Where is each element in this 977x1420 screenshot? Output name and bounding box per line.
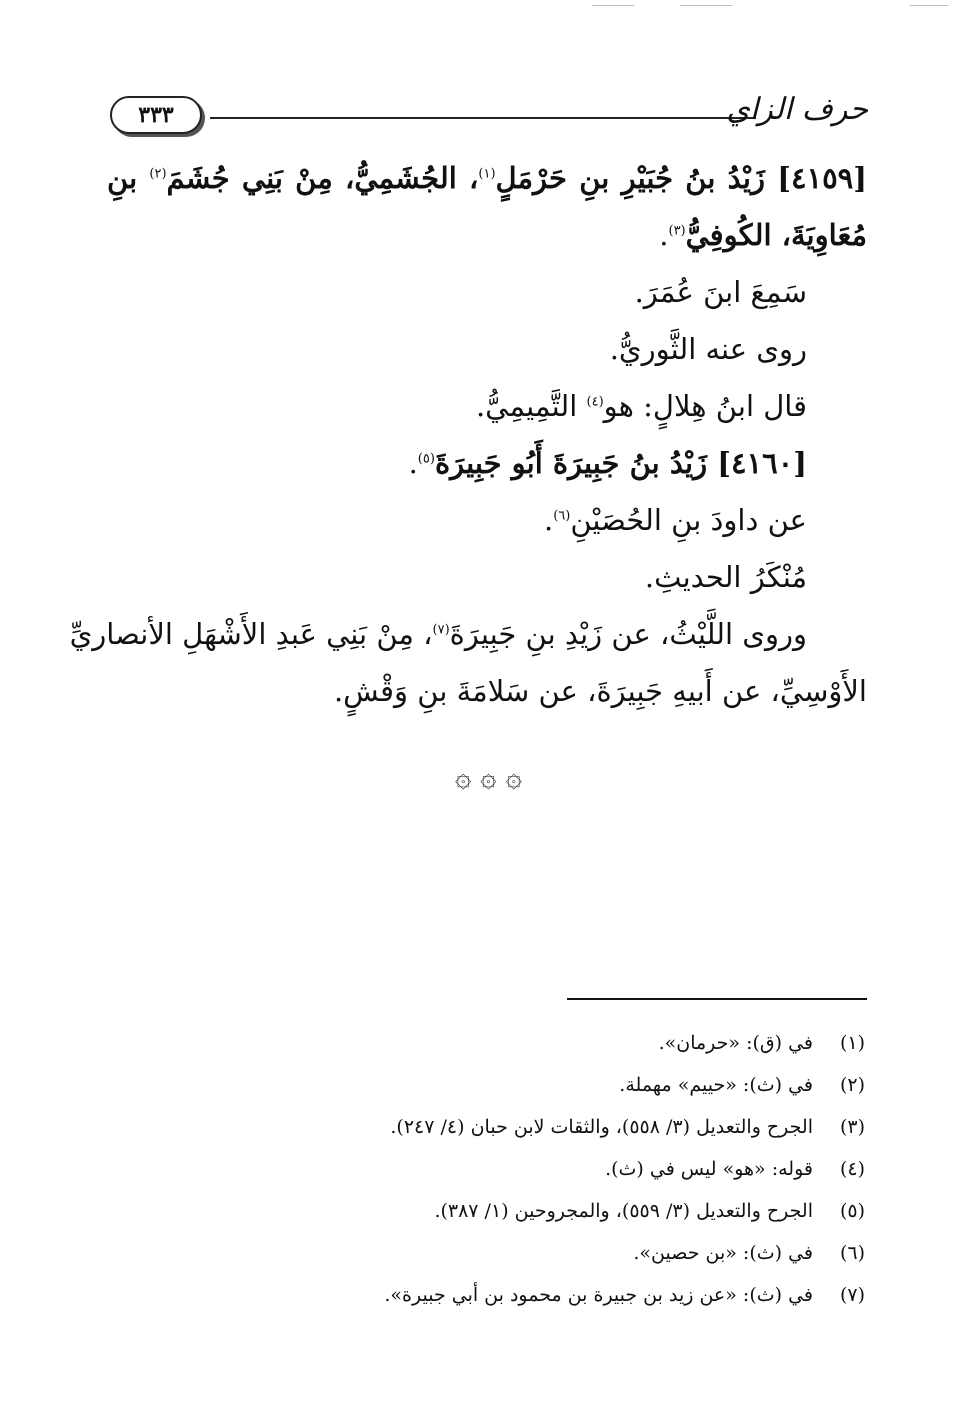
text-segment: مُعَاوِيَةَ، الكُوفِيُّ <box>685 218 867 252</box>
text-segment: [٤١٦٠] زَيْدُ بنُ جَبِيرَةَ أَبُو جَبِيرَةَ <box>434 446 807 480</box>
footnote-text: الجرح والتعديل (٣/ ٥٥٨)، والثقات لابن حبان (٤/ ٢٤٧). <box>390 1116 813 1138</box>
text-segment: عن داودَ بنِ الحُصَيْنِ <box>570 503 807 537</box>
header-rule <box>210 117 756 119</box>
footnote-item <box>105 1148 865 1190</box>
scan-edge-mark <box>592 5 634 6</box>
text-line <box>69 606 867 663</box>
text-line <box>107 321 867 378</box>
footnote-item <box>105 1064 865 1106</box>
footnote-marker: (٤) <box>586 394 604 410</box>
scan-edge-mark <box>680 5 732 6</box>
text-line <box>107 378 867 435</box>
footnote-number: (٦) <box>839 1242 865 1264</box>
text-line <box>107 549 867 606</box>
footnote-text: في (ث): «حييم» مهملة. <box>619 1074 813 1096</box>
footnote-marker: (٣) <box>668 223 686 239</box>
text-segment: . <box>543 503 554 537</box>
scan-edge-mark <box>910 5 948 6</box>
footnote-text: في (ث): «بن حصين». <box>633 1242 813 1264</box>
text-segment: [٤١٥٩] زَيْدُ بنُ جُبَيْرِ بنِ حَرْمَلٍ <box>495 161 867 195</box>
footnote-text: قوله: «هو» ليس في (ث). <box>605 1158 813 1180</box>
footnote-item <box>105 1232 865 1274</box>
text-segment: وروى اللَّيْثُ، عن زَيْدِ بنِ جَبِيرَةَ <box>449 617 807 651</box>
text-line <box>107 207 867 264</box>
footnote-text: في (ق): «حرمان». <box>658 1032 813 1054</box>
footnote-item <box>105 1190 865 1232</box>
footnote-marker: (٥) <box>417 451 435 467</box>
page-header <box>110 92 868 142</box>
footnote-number: (٣) <box>839 1116 865 1138</box>
text-segment: سَمِعَ ابنَ عُمَرَ. <box>634 275 807 309</box>
main-text <box>69 150 867 720</box>
footnote-marker: (٢) <box>149 166 167 182</box>
text-segment: ، الجُشَمِيُّ، مِنْ بَنِي جُشَمَ <box>166 161 479 195</box>
footnote-number: (١) <box>839 1032 865 1054</box>
text-line <box>107 264 867 321</box>
footnote-rule <box>567 998 867 1000</box>
footnote-item <box>105 1274 865 1316</box>
text-segment: قال ابنُ هِلالٍ: هو <box>603 389 807 423</box>
footnote-number: (٥) <box>839 1200 865 1222</box>
ornament-divider: ۞ ۞ ۞ <box>454 760 523 793</box>
text-segment: مُنْكَرُ الحديثِ. <box>644 560 807 594</box>
text-line <box>107 492 867 549</box>
chapter-title: حرف الزاي <box>726 92 868 127</box>
footnote-marker: (٦) <box>553 508 571 524</box>
text-segment: بنِ <box>107 161 150 195</box>
footnote-marker: (١) <box>478 166 496 182</box>
footnote-text: الجرح والتعديل (٣/ ٥٥٩)، والمجروحين (١/ ٣٨٧). <box>434 1200 813 1222</box>
text-segment: . <box>408 446 418 480</box>
text-line <box>107 663 867 720</box>
text-segment: . <box>659 218 669 252</box>
footnote-item <box>105 1022 865 1064</box>
footnote-item <box>105 1106 865 1148</box>
footnote-number: (٢) <box>839 1074 865 1096</box>
text-segment: روى عنه الثَّوريُّ. <box>609 332 807 366</box>
footnote-marker: (٧) <box>432 622 450 638</box>
text-line <box>107 435 867 492</box>
text-line <box>107 150 867 207</box>
text-segment: التَّمِيمِيُّ. <box>475 389 587 423</box>
footnotes <box>105 1022 865 1316</box>
footnote-number: (٤) <box>839 1158 865 1180</box>
text-segment: الأَوْسِيِّ، عن أَبيهِ جَبِيرَةَ، عن سَلامَةَ بنِ وَقْشٍ. <box>333 674 867 708</box>
page-number: ٣٣٣ <box>110 96 202 134</box>
text-segment: ، مِنْ بَنِي عَبدِ الأَشْهَلِ الأنصاريِّ <box>69 617 433 651</box>
footnote-number: (٧) <box>839 1284 865 1306</box>
footnote-text: في (ث): «عن زيد بن جبيرة بن محمود بن أبي جبيرة». <box>384 1284 813 1306</box>
